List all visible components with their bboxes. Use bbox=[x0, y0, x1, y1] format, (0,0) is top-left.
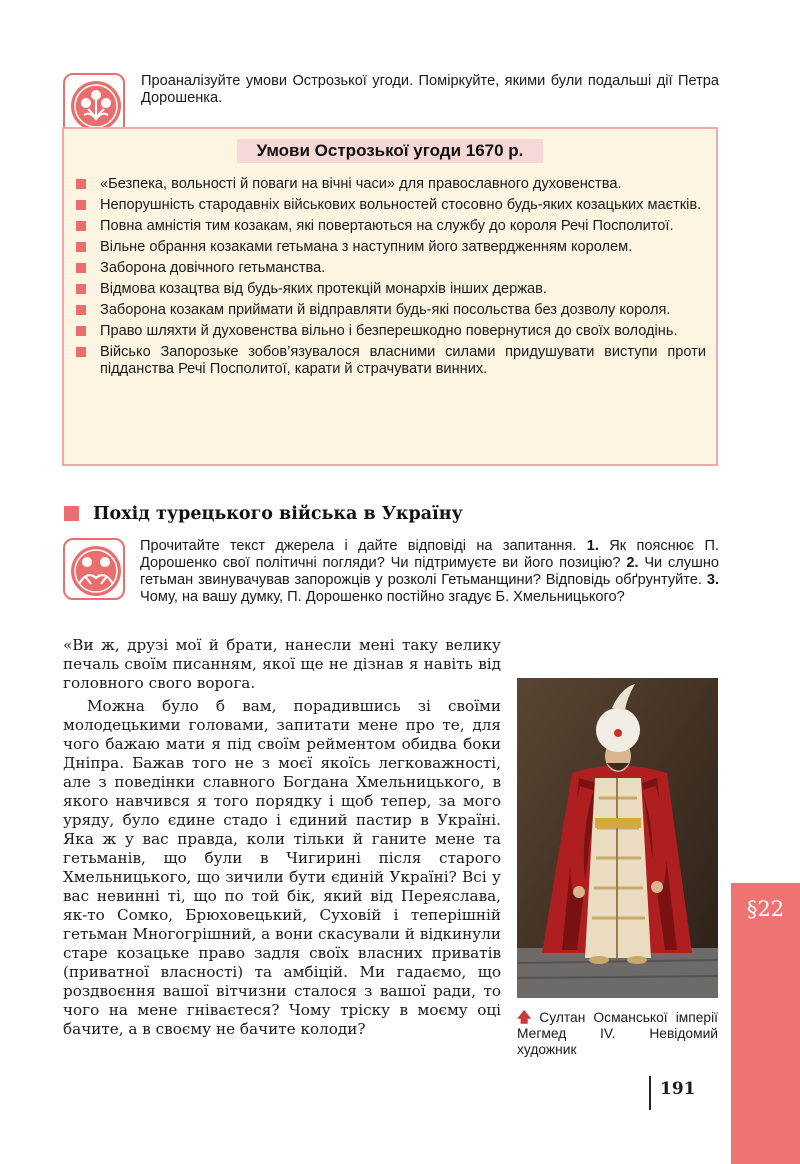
bullet-square-icon bbox=[76, 221, 86, 231]
paragraph-tab bbox=[731, 883, 800, 1164]
analyze-icon bbox=[69, 79, 123, 133]
sultan-portrait-painting bbox=[517, 678, 718, 998]
condition-item: Вільне обрання козаками гетьмана з наступним його затвердженням королем. bbox=[76, 239, 706, 256]
conditions-list bbox=[76, 176, 706, 382]
bullet-square-icon bbox=[76, 284, 86, 294]
condition-item: Заборона довічного гетьманства. bbox=[76, 260, 706, 277]
bullet-square-icon bbox=[76, 347, 86, 357]
sultan-portrait-image bbox=[517, 678, 718, 998]
section-title: Похід турецького війська в Україну bbox=[93, 504, 463, 524]
source-quote-opening: «Ви ж, друзі мої й брати, нанесли мені таку велику печаль своїм писанням, якої ще не дізнав я навіть від головного свого ворога. bbox=[63, 636, 501, 692]
source-discussion-icon bbox=[69, 544, 123, 598]
ostroh-treaty-conditions-box bbox=[62, 127, 718, 466]
condition-item: Непорушність стародавніх військових вольностей стосовно будь-яких козацьких маєтків. bbox=[76, 197, 706, 214]
analyze-task-icon bbox=[63, 73, 125, 135]
bullet-square-icon bbox=[76, 200, 86, 210]
bullet-square-icon bbox=[76, 179, 86, 189]
portrait-caption: 🡅 Султан Османської імперії Мегмед IV. Невідомий художник bbox=[517, 1010, 718, 1057]
bullet-square-icon bbox=[76, 326, 86, 336]
source-quote-body: Можна було б вам, порадившись зі своїми молодецькими головами, запитати мене про те, для чого бажаю мати я під своїм рейментом обидва боки Дніпра. Бажав того не з моєї якоїсь легковажності, але з поведінки славного Богдана Хмельницького, в якого навчився я того порядку і щоб тепер, за мого уряду, було єдине стадо і єдиний пастир в Україні. Яка ж у вас правда, коли тільки й ганите мене та гетьманів, що були в Чигирині після старого Хмельницького, що зичили бути єдиній Україні? Всі у вас невинні ті, що по той бік, який від Переяслава, як-то Сомко, Брюховецький, Суховій і теперішній гетьман Многогрішний, а вони скасували й відкинули старе козацьке право задля своїх власних приватів (приватної власності) та амбіцій. Ми гадаємо, що роздвоєння вашої вітчизни сталося з вашої ради, то чого на мене гніваєтеся? Чому тріску в моєму оці бачите, а в своєму не бачите колоди? bbox=[63, 697, 501, 1038]
condition-item: «Безпека, вольності й поваги на вічні часи» для православного духовенства. bbox=[76, 176, 706, 193]
section-marker-icon bbox=[64, 506, 79, 521]
condition-item: Право шляхти й духовенства вільно і безперешкодно повернутися до своїх володінь. bbox=[76, 323, 706, 340]
paragraph-number: §22 bbox=[746, 897, 785, 921]
source-task-icon bbox=[63, 538, 125, 600]
condition-item: Відмова козацтва від будь-яких протекцій монархів інших держав. bbox=[76, 281, 706, 298]
condition-item: Військо Запорозьке зобов’язувалося власними силами придушувати виступи проти підданства Речі Посполитої, карати й страчувати винних. bbox=[76, 344, 706, 378]
analysis-task-text: Проаналізуйте умови Острозької угоди. Поміркуйте, якими були подальші дії Петра Дорошенка. bbox=[141, 73, 719, 106]
source-task-icon-wrap bbox=[63, 538, 125, 600]
conditions-title: Умови Острозької угоди 1670 р. bbox=[237, 139, 543, 163]
condition-item: Повна амністія тим козакам, які повертаються на службу до короля Речі Посполитої. bbox=[76, 218, 706, 235]
condition-item: Заборона козакам приймати й відправляти будь-які посольства без дозволу короля. bbox=[76, 302, 706, 319]
bullet-square-icon bbox=[76, 242, 86, 252]
caption-arrow-up-icon: 🡅 bbox=[517, 1010, 532, 1025]
page-number: 191 bbox=[649, 1076, 696, 1110]
source-task-text: Прочитайте текст джерела і дайте відповіді на запитання. 1. Як пояснює П. Дорошенко свої політичні погляди? Чи підтримуєте ви його позицію? 2. Чи слушно гетьман звинувачував запорожців у розколі Гетьманщини? Відповідь обґрунтуйте. 3. Чому, на вашу думку, П. Дорошенко постійно згадує Б. Хмельницького? bbox=[63, 538, 719, 606]
bullet-square-icon bbox=[76, 305, 86, 315]
bullet-square-icon bbox=[76, 263, 86, 273]
